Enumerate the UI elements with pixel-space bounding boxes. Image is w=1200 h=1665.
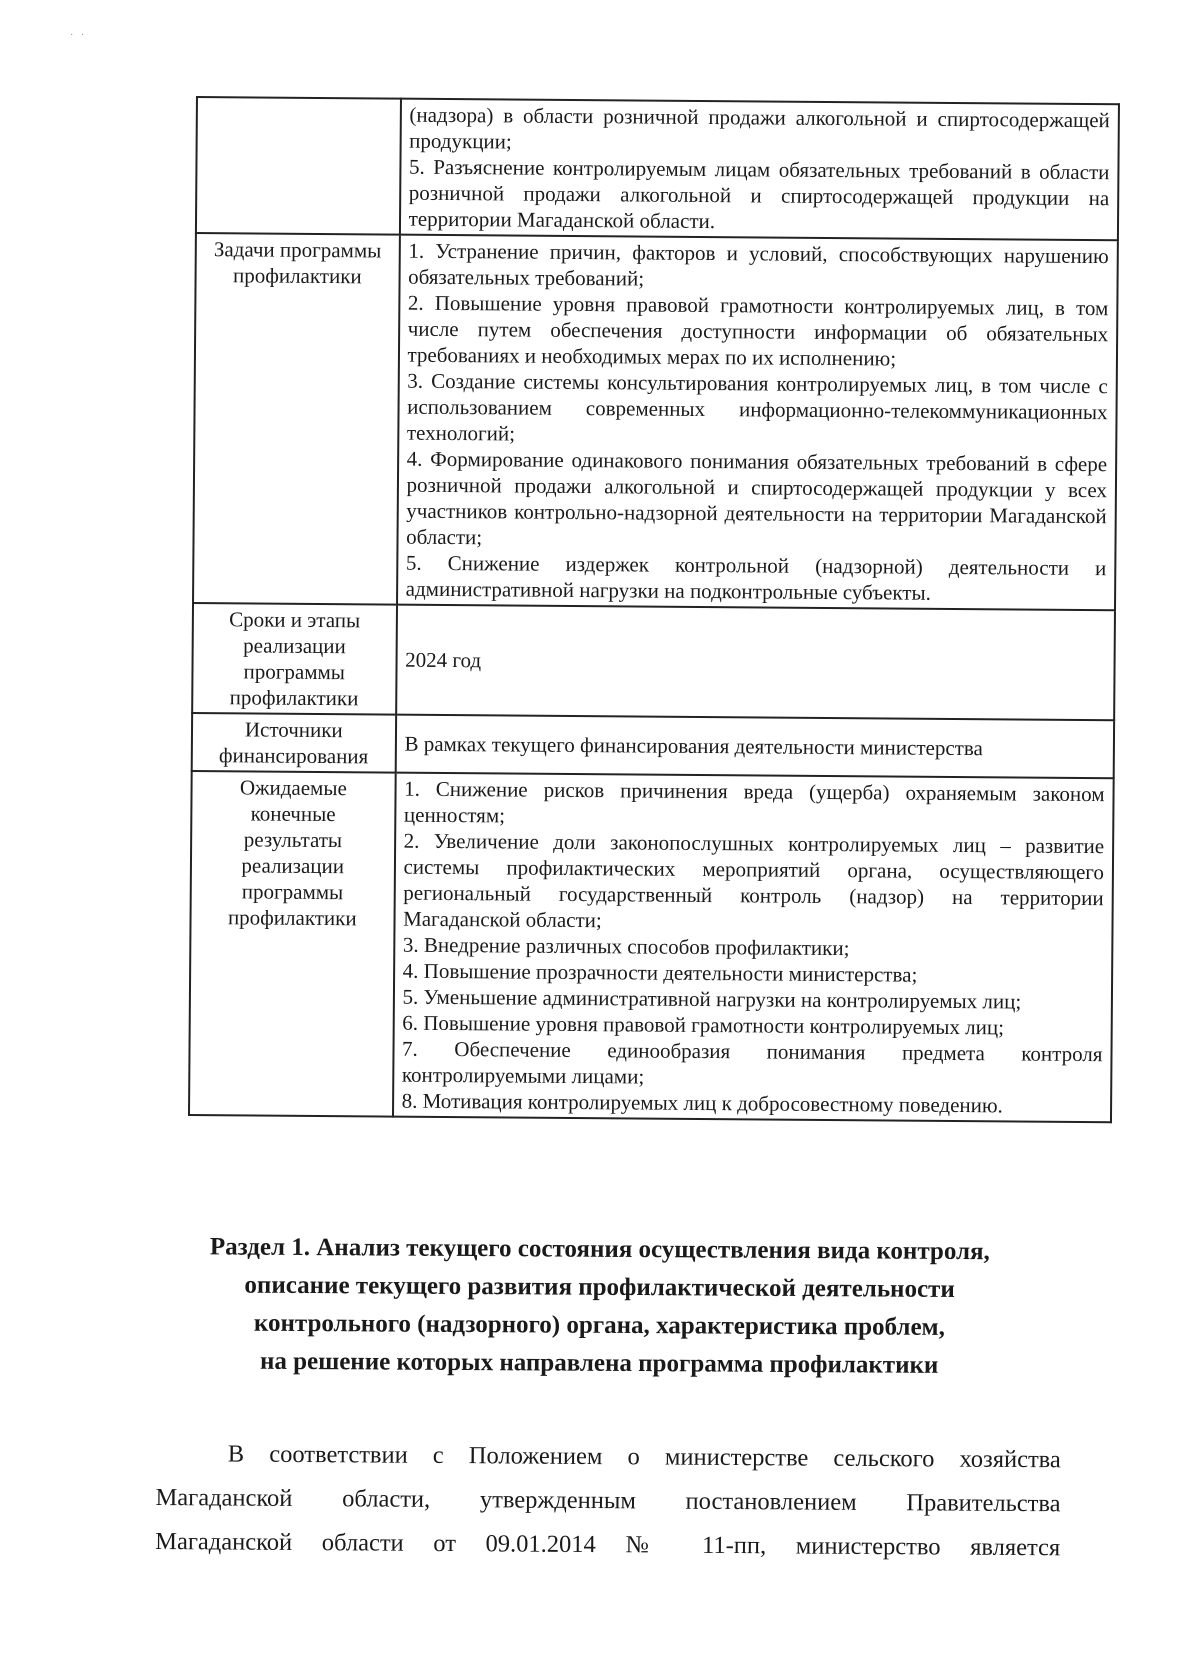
list-item: 3. Создание системы консультирования контролируемых лиц, в том числе с использованием современных информационно-телекоммуникационных технологий;: [406, 368, 1108, 446]
table-row: [189, 771, 1114, 1122]
row-label: [196, 97, 401, 235]
scan-specks: · ·: [70, 30, 85, 41]
section-heading: [139, 1228, 1060, 1386]
paragraph-line: Магаданской области от 09.01.2014 № 11-пп, министерство является: [155, 1527, 1061, 1562]
row-content: [395, 715, 1114, 779]
list-item: 4. Формирование одинакового понимания обязательных требований в сфере розничной продажи алкогольной и спиртосодержащей продукции у всех участников контрольно-надзорной деятельности на территории Магаданской области;: [406, 446, 1108, 550]
row-content: [393, 773, 1114, 1123]
section-heading-line: контрольного (надзорного) органа, характеристика проблем,: [253, 1309, 945, 1341]
row-content: [399, 99, 1118, 241]
program-passport-table: [188, 96, 1120, 1123]
paragraph-line: Магаданской области, утвержденным постановлением Правительства: [155, 1483, 1061, 1518]
row-content: [396, 605, 1115, 721]
list-item: 7. Обеспечение единообразия понимания предмета контроля контролируемыми лицами;: [401, 1036, 1103, 1089]
table-row: [192, 713, 1114, 778]
list-item: В рамках текущего финансирования деятельности министерства: [404, 731, 983, 761]
table-row: [192, 603, 1115, 720]
row-label: Сроки и этапы реализации программы профилактики: [192, 603, 396, 715]
table-row: [196, 97, 1119, 240]
list-item: 2. Увеличение доли законопослушных контролируемых лиц – развитие системы профилактических мероприятий органа, осуществляющего региональный государственный контроль (надзор) на территории Магаданской области;: [403, 828, 1105, 933]
list-item: 6. Повышение уровня правовой грамотности контролируемых лиц;: [402, 1010, 1005, 1040]
list-item: 4. Повышение прозрачности деятельности министерства;: [402, 958, 918, 987]
list-item: 1. Устранение причин, факторов и условий, способствующих нарушению обязательных требований;: [408, 238, 1109, 291]
row-label: Задачи программы профилактики: [193, 233, 399, 605]
section-heading-line: Раздел 1. Анализ текущего состояния осуществления вида контроля,: [209, 1233, 990, 1266]
list-item: (надзора) в области розничной продажи алкогольной и спиртосодержащей продукции;: [409, 102, 1110, 154]
list-item: 5. Уменьшение административной нагрузки на контролируемых лиц;: [402, 984, 1022, 1014]
row-label: Ожидаемые конечные результаты реализации программы профилактики: [189, 771, 395, 1117]
list-item: 8. Мотивация контролируемых лиц к добросовестному поведению.: [401, 1088, 1003, 1118]
row-label: Источники финансирования: [192, 713, 396, 773]
list-item: 3. Внедрение различных способов профилактики;: [402, 932, 850, 961]
row-content: [397, 235, 1118, 611]
body-paragraph: [155, 1432, 1061, 1570]
list-item: 2. Повышение уровня правовой грамотности контролируемых лиц, в том числе путем обеспечения доступности информации об обязательных требованиях и необходимых мерах по их исполнению;: [407, 290, 1109, 371]
table-row: [193, 233, 1118, 610]
list-item: 5. Разъяснение контролируемым лицам обязательных требований в области розничной продажи алкогольной и спиртосодержащей продукции на территории Магаданской области.: [408, 154, 1110, 234]
list-item: 1. Снижение рисков причинения вреда (ущерба) охраняемым законом ценностям;: [403, 776, 1105, 828]
paragraph-line: В соответствии с Положением о министерстве сельского хозяйства: [227, 1440, 1061, 1474]
section-heading-line: описание текущего развития профилактической деятельности: [244, 1271, 955, 1303]
section-heading-line: на решение которых направлена программа профилактики: [259, 1347, 939, 1379]
list-item: 2024 год: [405, 647, 482, 673]
list-item: 5. Снижение издержек контрольной (надзорной) деятельности и административной нагрузки на подконтрольные субъекты.: [405, 550, 1107, 605]
